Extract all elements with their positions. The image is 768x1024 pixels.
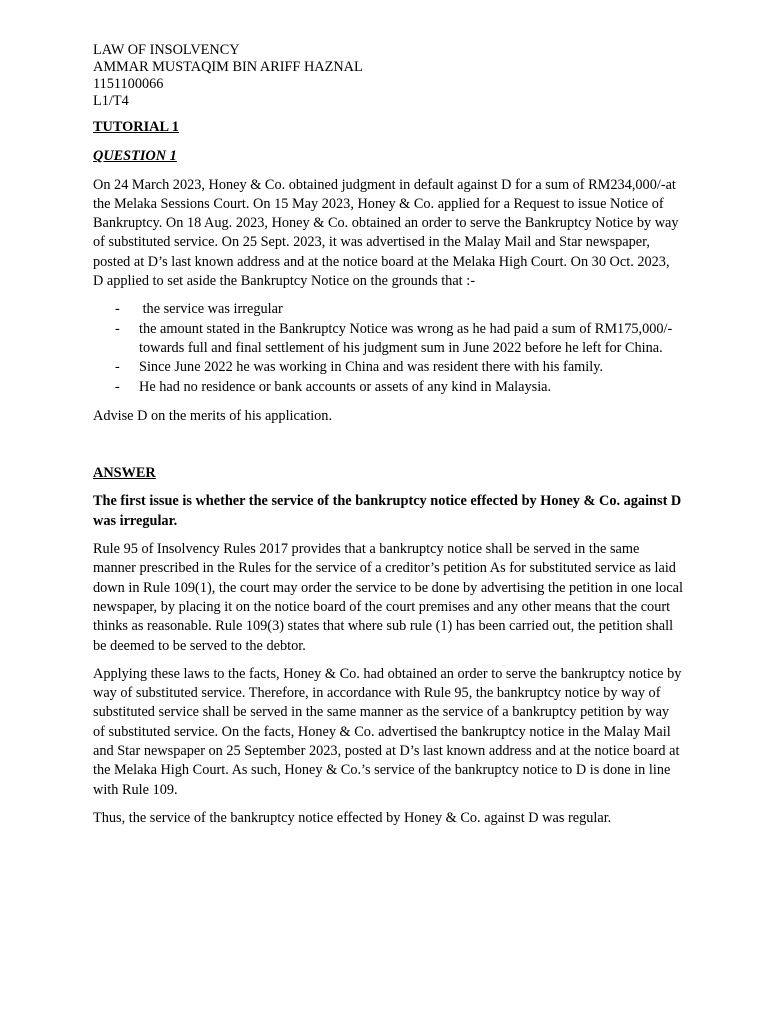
ground-text: the amount stated in the Bankruptcy Notice was wrong as he had paid a sum of RM175,000/- towards full and final settlement of his judgment sum in June 2022 before he left for China. bbox=[139, 320, 673, 356]
grounds-list bbox=[93, 300, 683, 396]
dash-bullet: - bbox=[115, 359, 120, 376]
question-title: QUESTION 1 bbox=[93, 148, 177, 165]
ground-text: the service was irregular bbox=[139, 301, 283, 318]
document-header bbox=[93, 42, 683, 110]
dash-bullet: - bbox=[115, 301, 120, 318]
list-item bbox=[93, 378, 683, 397]
ground-text: He had no residence or bank accounts or assets of any kind in Malaysia. bbox=[139, 378, 552, 395]
student-id: 1151100066 bbox=[93, 76, 164, 92]
answer-title: ANSWER bbox=[93, 465, 156, 482]
conclusion-line: Thus, the service of the bankruptcy notice effected by Honey & Co. against D was regular. bbox=[93, 809, 612, 826]
dash-bullet: - bbox=[115, 320, 120, 337]
course-title: LAW OF INSOLVENCY bbox=[93, 42, 240, 58]
tutorial-title: TUTORIAL 1 bbox=[93, 119, 179, 135]
question-paragraph: On 24 March 2023, Honey & Co. obtained judgment in default against D for a sum of RM234,000/-at the Melaka Sessions Court. On 15 May 2023, Honey & Co. applied for a Request to issue Notice of Bankruptcy. On 18 Aug. 2023, Honey & Co. obtained an order to serve the Bankruptcy Notice by way of substituted service. On 25 Sept. 2023, it was advertised in the Malay Mail and Star newspaper, posted at D’s last known address and at the notice board at the Melaka High Court. On 30 Oct. 2023, D applied to set aside the Bankruptcy Notice on the grounds that :- bbox=[93, 176, 679, 290]
issue-statement: The first issue is whether the service of the bankruptcy notice effected by Honey & Co. against D was irregular. bbox=[93, 493, 682, 529]
document-page bbox=[93, 42, 683, 828]
list-item bbox=[93, 300, 683, 319]
list-item bbox=[93, 320, 683, 359]
rule-paragraph: Rule 95 of Insolvency Rules 2017 provides that a bankruptcy notice shall be served in the same manner prescribed in the Rules for the service of a creditor’s petition As for substituted service as laid down in Rule 109(1), the court may order the service to be done by advertising the petition in one local newspaper, by placing it on the notice board of the court premises and any other means that the court thinks as reasonable. Rule 109(3) states that where sub rule (1) has been carried out, the petition shall be deemed to be served to the debtor. bbox=[93, 541, 683, 654]
ground-text: Since June 2022 he was working in China and was resident there with his family. bbox=[139, 359, 604, 376]
student-name: AMMAR MUSTAQIM BIN ARIFF HAZNAL bbox=[93, 59, 363, 75]
advise-line: Advise D on the merits of his application. bbox=[93, 407, 333, 424]
dash-bullet: - bbox=[115, 378, 120, 395]
list-item bbox=[93, 358, 683, 377]
application-paragraph: Applying these laws to the facts, Honey & Co. had obtained an order to serve the bankruptcy notice by way of substituted service. Therefore, in accordance with Rule 95, the bankruptcy notice by way of substituted service shall be served in the same manner as the service of a bankruptcy petition by way of substituted service. On the facts, Honey & Co. advertised the bankruptcy notice in the Malay Mail and Star newspaper on 25 September 2023, posted at D’s last known address and at the notice board at the Melaka High Court. As such, Honey & Co.’s service of the bankruptcy notice to D is done in line with Rule 109. bbox=[93, 665, 682, 798]
section-code: L1/T4 bbox=[93, 93, 129, 109]
